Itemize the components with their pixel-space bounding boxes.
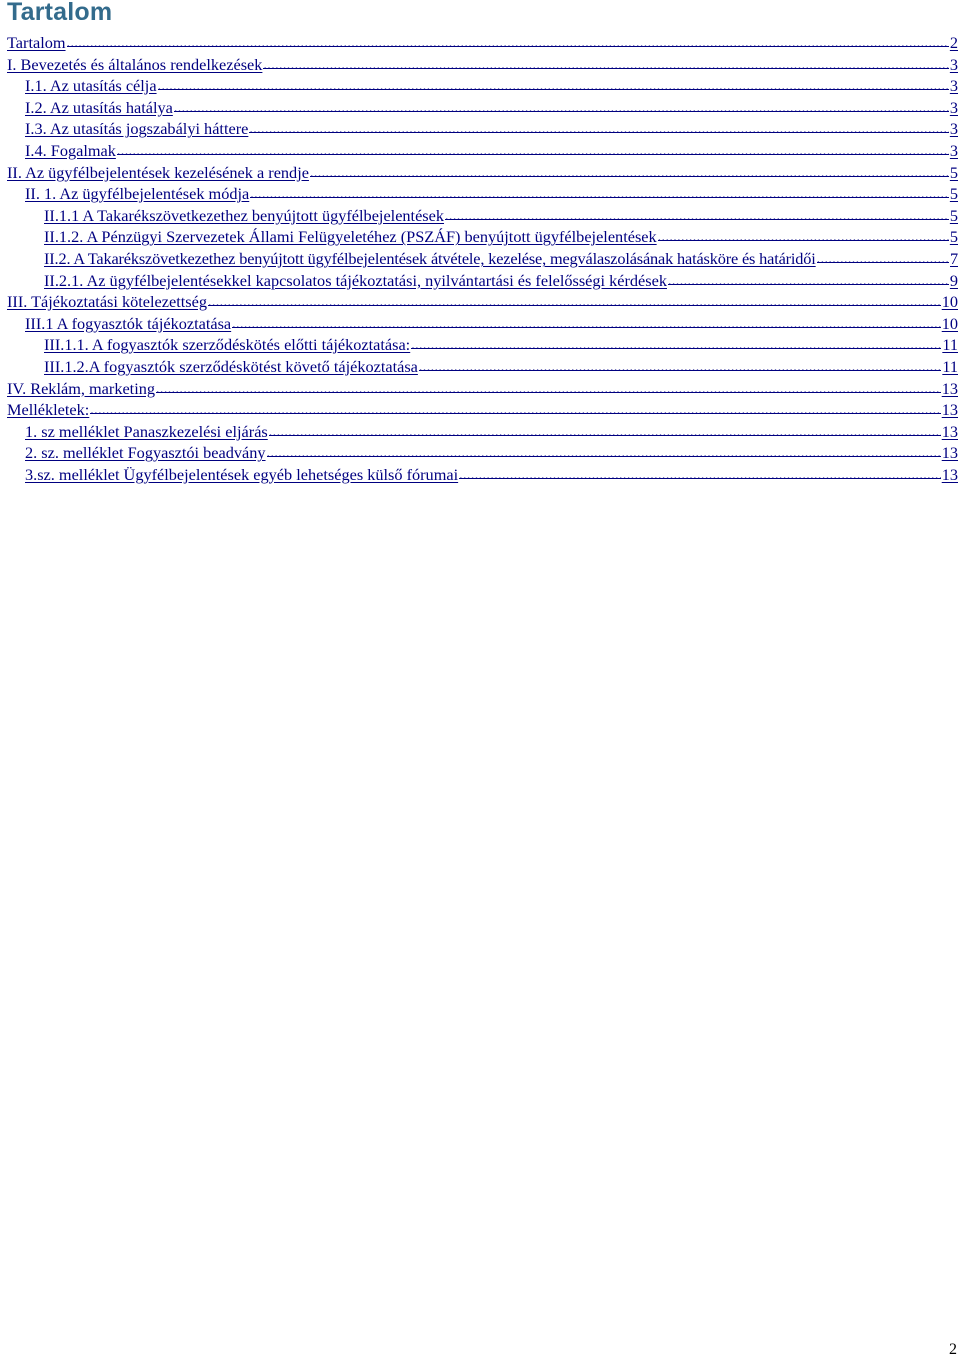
toc-dot-leader xyxy=(263,54,948,69)
toc-dot-leader xyxy=(249,118,949,133)
toc-entry[interactable] xyxy=(0,270,960,292)
toc-entry-text: 3.sz. melléklet Ügyfélbejelentések egyéb lehetséges külső fórumai xyxy=(25,464,459,484)
toc-entry-page: 3 xyxy=(949,119,958,139)
toc-entry-page: 3 xyxy=(949,97,958,117)
page-title: Tartalom xyxy=(7,0,113,26)
toc-entry[interactable] xyxy=(0,334,960,356)
toc-entry-text: I.2. Az utasítás hatálya xyxy=(25,97,173,117)
toc-entry[interactable] xyxy=(0,421,960,443)
toc-entry-page: 3 xyxy=(949,54,958,74)
toc-dot-leader xyxy=(658,226,949,241)
toc-entry[interactable] xyxy=(0,442,960,464)
toc-entry[interactable] xyxy=(0,291,960,313)
toc-entry-page: 10 xyxy=(941,292,958,312)
toc-entry-text: III.1.1. A fogyasztók szerződéskötés előtti tájékoztatása: xyxy=(44,335,411,355)
toc-dot-leader xyxy=(310,162,949,177)
toc-dot-leader xyxy=(156,378,941,393)
toc-entry[interactable] xyxy=(0,75,960,97)
toc-entry-text: III.1 A fogyasztók tájékoztatása xyxy=(25,313,232,333)
toc-entry-text: I. Bevezetés és általános rendelkezések xyxy=(7,54,263,74)
toc-dot-leader xyxy=(419,356,941,371)
toc-entry-text: II.1.2. A Pénzügyi Szervezetek Állami Felügyeletéhez (PSZÁF) benyújtott ügyfélbejelentések xyxy=(44,227,657,247)
toc-dot-leader xyxy=(158,75,949,90)
toc-entry[interactable] xyxy=(0,32,960,54)
toc-entry-text: I.1. Az utasítás célja xyxy=(25,76,157,96)
toc-entry-text: Tartalom xyxy=(7,33,66,52)
toc-entry-text: I.3. Az utasítás jogszabályi háttere xyxy=(25,119,249,139)
toc-entry-page: 5 xyxy=(949,162,958,182)
toc-entry[interactable] xyxy=(0,378,960,400)
toc-dot-leader xyxy=(174,97,949,112)
toc-entry-page: 9 xyxy=(949,270,958,290)
toc-entry-page: 7 xyxy=(950,248,958,268)
toc-dot-leader xyxy=(67,32,949,47)
toc-entry-page: 13 xyxy=(941,464,958,484)
toc-dot-leader xyxy=(269,421,941,436)
toc-dot-leader xyxy=(90,399,940,414)
table-of-contents xyxy=(0,32,960,485)
toc-dot-leader xyxy=(668,270,949,285)
toc-entry-text: IV. Reklám, marketing xyxy=(7,378,156,398)
toc-entry-text: II.2.1. Az ügyfélbejelentésekkel kapcsolatos tájékoztatási, nyilvántartási és felelősségi kérdések xyxy=(44,270,667,290)
toc-entry-text: I.4. Fogalmak xyxy=(25,140,116,160)
toc-entry[interactable] xyxy=(0,183,960,205)
toc-dot-leader xyxy=(208,291,941,306)
toc-entry[interactable] xyxy=(0,226,960,248)
toc-entry-page: 13 xyxy=(941,378,958,398)
toc-entry-page: 5 xyxy=(949,205,958,225)
toc-entry[interactable] xyxy=(0,54,960,76)
toc-entry-page: 11 xyxy=(942,356,958,376)
toc-entry-page: 3 xyxy=(949,76,958,96)
toc-entry[interactable] xyxy=(0,140,960,162)
toc-entry-page: 5 xyxy=(949,184,958,204)
toc-entry-page: 5 xyxy=(949,227,958,247)
toc-entry-page: 13 xyxy=(941,400,958,420)
toc-entry[interactable] xyxy=(0,118,960,140)
toc-entry-text: II. Az ügyfélbejelentések kezelésének a rendje xyxy=(7,162,309,182)
toc-entry-text: II. 1. Az ügyfélbejelentések módja xyxy=(25,184,250,204)
toc-entry[interactable] xyxy=(0,464,960,486)
toc-entry-text: 1. sz melléklet Panaszkezelési eljárás xyxy=(25,421,268,441)
toc-entry-page: 10 xyxy=(941,313,958,333)
toc-entry[interactable] xyxy=(0,356,960,378)
toc-dot-leader xyxy=(817,248,949,263)
toc-dot-leader xyxy=(267,442,941,457)
toc-entry-page: 11 xyxy=(942,335,958,355)
toc-dot-leader xyxy=(250,183,949,198)
toc-entry-text: III.1.2.A fogyasztók szerződéskötést követő tájékoztatása xyxy=(44,356,418,376)
toc-dot-leader xyxy=(445,205,949,220)
page-number: 2 xyxy=(949,1341,957,1358)
toc-entry-text: Mellékletek: xyxy=(7,400,90,420)
toc-entry[interactable] xyxy=(0,248,960,270)
toc-entry-text: 2. sz. melléklet Fogyasztói beadvány xyxy=(25,443,266,463)
toc-dot-leader xyxy=(232,313,941,328)
toc-entry-page: 13 xyxy=(941,421,958,441)
toc-entry[interactable] xyxy=(0,162,960,184)
toc-entry-page: 13 xyxy=(941,443,958,463)
toc-entry[interactable] xyxy=(0,97,960,119)
toc-entry-page: 3 xyxy=(949,140,958,160)
toc-dot-leader xyxy=(411,334,941,349)
toc-dot-leader xyxy=(459,464,941,479)
toc-entry-text: II.1.1 A Takarékszövetkezethez benyújtott ügyfélbejelentések xyxy=(44,205,445,225)
toc-entry[interactable] xyxy=(0,313,960,335)
toc-dot-leader xyxy=(117,140,949,155)
toc-entry-page: 2 xyxy=(949,33,958,52)
toc-entry-text: III. Tájékoztatási kötelezettség xyxy=(7,292,207,312)
toc-entry-text: II.2. A Takarékszövetkezethez benyújtott ügyfélbejelentések átvétele, kezelése, megválaszolásának hatásköre és határidői xyxy=(44,248,816,268)
toc-entry[interactable] xyxy=(0,205,960,227)
toc-entry[interactable] xyxy=(0,399,960,421)
